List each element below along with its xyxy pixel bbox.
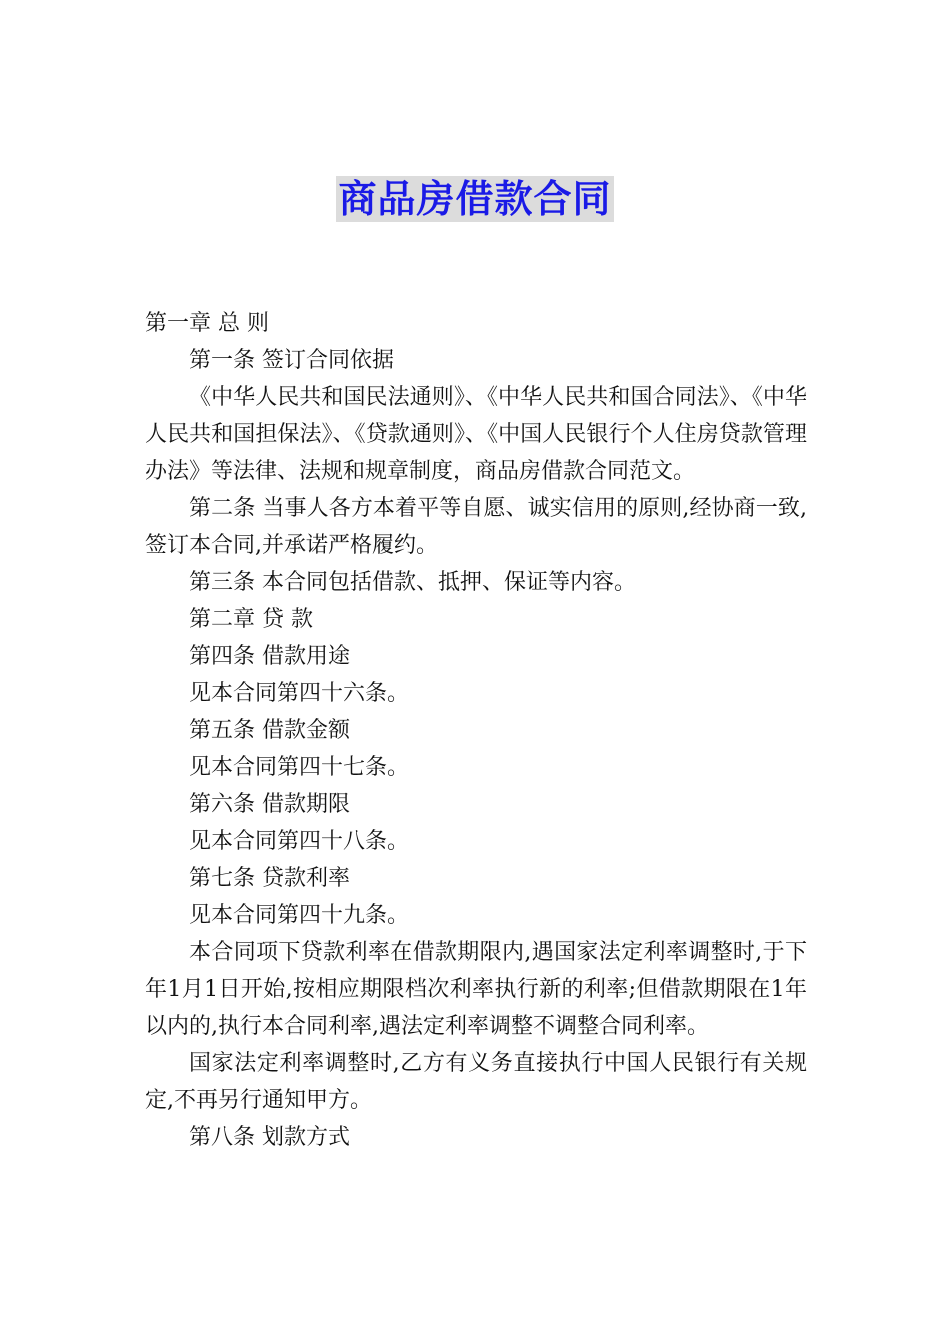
paragraph: 国家法定利率调整时,乙方有义务直接执行中国人民银行有关规定,不再另行通知甲方。 bbox=[145, 1051, 807, 1113]
article-heading: 第一条 签订合同依据 bbox=[189, 348, 394, 373]
article-heading: 第四条 借款用途 bbox=[189, 644, 350, 669]
paragraph: 第二条 当事人各方本着平等自愿、诚实信用的原则,经协商一致,签订本合同,并承诺严格履约。 bbox=[145, 496, 807, 558]
article-heading: 第八条 划款方式 bbox=[189, 1125, 350, 1150]
paragraph: 见本合同第四十八条。 bbox=[189, 829, 410, 854]
article-heading: 第七条 贷款利率 bbox=[189, 866, 350, 891]
document-title: 商品房借款合同 bbox=[338, 177, 612, 221]
chapter-heading: 第一章 总 则 bbox=[145, 311, 269, 336]
paragraph: 见本合同第四十九条。 bbox=[189, 903, 410, 928]
paragraph: 第三条 本合同包括借款、抵押、保证等内容。 bbox=[189, 570, 636, 595]
document-body bbox=[145, 305, 807, 1156]
paragraph: 见本合同第四十六条。 bbox=[189, 681, 410, 706]
article-heading: 第五条 借款金额 bbox=[189, 718, 350, 743]
chapter-heading: 第二章 贷 款 bbox=[189, 607, 313, 632]
paragraph: 见本合同第四十七条。 bbox=[189, 755, 410, 780]
paragraph: 本合同项下贷款利率在借款期限内,遇国家法定利率调整时,于下年1月1日开始,按相应期限档次利率执行新的利率;但借款期限在1年以内的,执行本合同利率,遇法定利率调整不调整合同利率。 bbox=[145, 940, 807, 1039]
article-heading: 第六条 借款期限 bbox=[189, 792, 350, 817]
title-container bbox=[0, 176, 950, 222]
paragraph: 《中华人民共和国民法通则》、《中华人民共和国合同法》、《中华人民共和国担保法》、《贷款通则》、《中国人民银行个人住房贷款管理办法》等法律、法规和规章制度，商品房借款合同范文。 bbox=[145, 385, 807, 484]
